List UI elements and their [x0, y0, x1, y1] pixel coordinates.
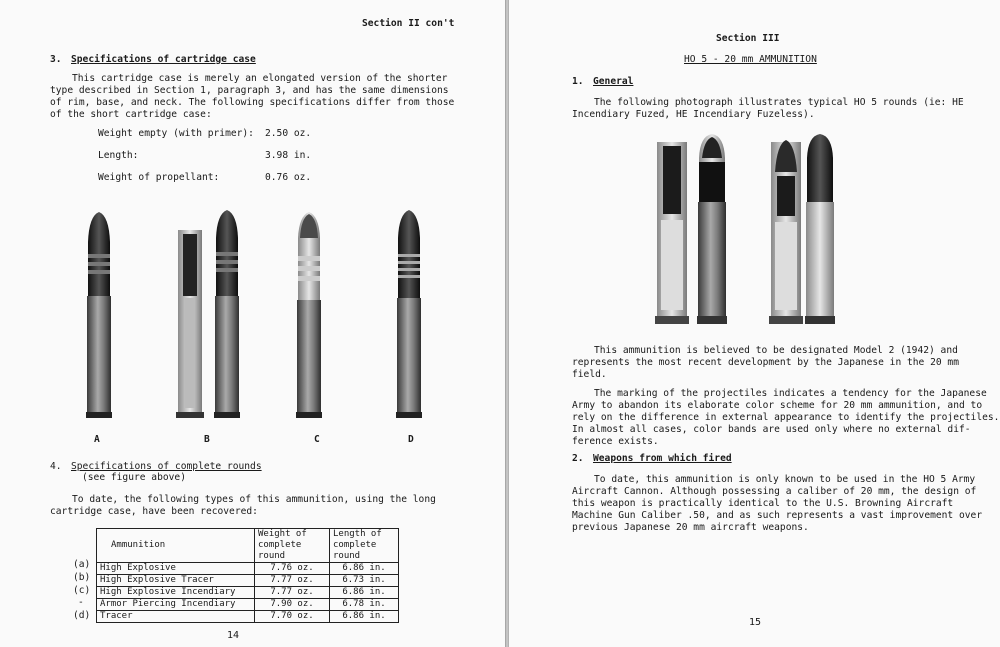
ho5-rounds-photo [649, 132, 849, 328]
cartridge-b-cutaway [176, 230, 204, 418]
paragraph-line: previous Japanese 20 mm aircraft weapons. [572, 522, 809, 533]
paragraph-line: field. [572, 369, 607, 380]
section-subheader: HO 5 - 20 mm AMMUNITION [684, 54, 817, 65]
page-number: 15 [749, 617, 762, 628]
row-mark-dash: - [78, 597, 84, 608]
header-length: Length of complete round [330, 529, 399, 563]
section-3-title: Specifications of cartridge case [71, 54, 256, 65]
cartridge-d [396, 210, 422, 418]
paragraph-line: The following photograph illustrates typical HO 5 rounds (ie: HE [594, 97, 964, 108]
row-mark-c: (c) [73, 585, 91, 596]
table-row [97, 563, 399, 575]
table-row [97, 611, 399, 623]
row-weight: 7.70 oz. [255, 611, 330, 623]
paragraph-line: type described in Section 1, paragraph 3, and has the same dimensions [50, 85, 449, 96]
ho5-round-1 [697, 134, 727, 324]
paragraph-line: Incendiary Fuzed, HE Incendiary Fuzeless). [572, 109, 815, 120]
table-row [97, 599, 399, 611]
section-4-title: Specifications of complete rounds [71, 461, 262, 472]
spec-length-label: Length: [98, 150, 139, 161]
section-2-title: Weapons from which fired [593, 453, 732, 464]
rounds-table [96, 528, 399, 623]
section-1-title: General [593, 76, 634, 87]
row-length: 6.78 in. [330, 599, 399, 611]
table-header-row [97, 529, 399, 563]
paragraph-line: Machine Gun Caliber .50, and as such represents a vast improvement over [572, 510, 983, 521]
spec-propellant-label: Weight of propellant: [98, 172, 220, 183]
ho5-cutaway-1 [655, 142, 689, 324]
paragraph-line: To date, the following types of this ammunition, using the long [72, 494, 436, 505]
section-1-number: 1. [572, 76, 584, 87]
paragraph-line: of rim, base, and neck. The following specifications differ from those [50, 97, 455, 108]
row-length: 6.86 in. [330, 563, 399, 575]
ho5-cutaway-2 [769, 140, 803, 324]
row-length: 6.86 in. [330, 587, 399, 599]
row-weight: 7.76 oz. [255, 563, 330, 575]
row-name: High Explosive [97, 563, 255, 575]
paragraph-line: Army to abandon its elaborate color scheme for 20 mm ammunition, and to [572, 400, 983, 411]
row-weight: 7.77 oz. [255, 587, 330, 599]
row-name: Armor Piercing Incendiary [97, 599, 255, 611]
paragraph-line: This cartridge case is merely an elongated version of the shorter [72, 73, 448, 84]
section-4-paragraph [50, 494, 436, 518]
section-3-paragraph [50, 73, 454, 121]
paragraph-line: Aircraft Cannon. Although possessing a caliber of 20 mm, the design of [572, 486, 977, 497]
figure-label-c: C [314, 434, 320, 445]
figure-label-a: A [94, 434, 100, 445]
row-name: Tracer [97, 611, 255, 623]
row-length: 6.73 in. [330, 575, 399, 587]
row-mark-b: (b) [73, 572, 91, 583]
section-1-paragraph [572, 97, 964, 121]
cartridge-photo [70, 208, 450, 426]
paragraph-model [572, 345, 959, 381]
paragraph-line: The marking of the projectiles indicates a tendency for the Japanese [594, 388, 987, 399]
table-row [97, 587, 399, 599]
paragraph-line: cartridge case, have been recovered: [50, 506, 258, 517]
section-header: Section III [716, 33, 780, 44]
row-mark-d: (d) [73, 610, 91, 621]
spec-weight-empty-value: 2.50 oz. [265, 128, 312, 139]
row-mark-a: (a) [73, 559, 91, 570]
header-weight: Weight of complete round [255, 529, 330, 563]
section-3-number: 3. [50, 54, 62, 65]
section-2-number: 2. [572, 453, 584, 464]
paragraph-line: This ammunition is believed to be designated Model 2 (1942) and [594, 345, 958, 356]
cartridge-b [214, 210, 240, 418]
row-length: 6.86 in. [330, 611, 399, 623]
paragraph-line: of the short cartridge case: [50, 109, 212, 120]
paragraph-marking [572, 388, 999, 448]
section-4-number: 4. [50, 461, 62, 472]
paragraph-line: this weapon is practically identical to the U.S. Browning Aircraft [572, 498, 954, 509]
paragraph-line: In almost all cases, color bands are used only where no external dif- [572, 424, 971, 435]
row-name: High Explosive Incendiary [97, 587, 255, 599]
section-4-subtitle: (see figure above) [82, 472, 186, 483]
ho5-round-2 [805, 134, 835, 324]
paragraph-line: To date, this ammunition is only known to be used in the HO 5 Army [594, 474, 976, 485]
section-2-paragraph [572, 474, 982, 534]
figure-label-d: D [408, 434, 414, 445]
spec-length-value: 3.98 in. [265, 150, 312, 161]
row-name: High Explosive Tracer [97, 575, 255, 587]
paragraph-line: ference exists. [572, 436, 659, 447]
spec-propellant-value: 0.76 oz. [265, 172, 312, 183]
page-15 [509, 0, 1000, 647]
row-weight: 7.90 oz. [255, 599, 330, 611]
paragraph-line: represents the most recent development by the Japanese in the 20 mm [572, 357, 959, 368]
paragraph-line: rely on the difference in external appearance to identify the projectiles. [572, 412, 1000, 423]
page-header: Section II con't [362, 18, 455, 29]
page-number: 14 [227, 630, 240, 641]
row-weight: 7.77 oz. [255, 575, 330, 587]
cartridge-a [86, 212, 112, 418]
table-row [97, 575, 399, 587]
cartridge-c [296, 212, 322, 418]
spec-weight-empty-label: Weight empty (with primer): [98, 128, 254, 139]
header-ammunition: Ammunition [97, 529, 255, 563]
figure-label-b: B [204, 434, 210, 445]
